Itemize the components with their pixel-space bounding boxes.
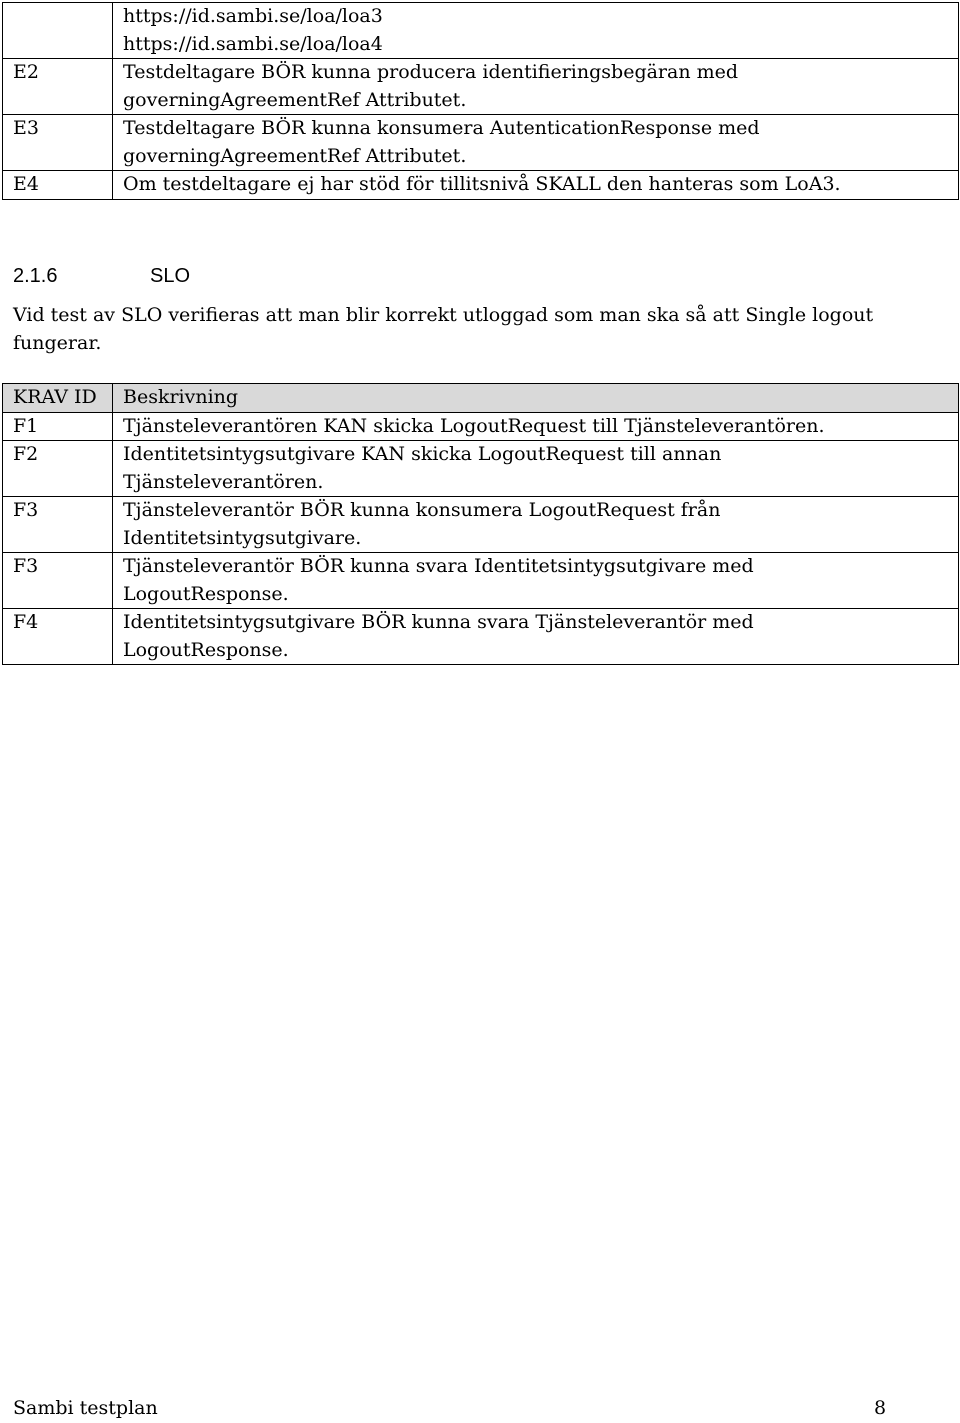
- requirement-description: [113, 171, 959, 200]
- table-row: [3, 441, 959, 497]
- description-line: Om testdeltagare ej har stöd för tillitsnivå SKALL den hanteras som LoA3.: [123, 173, 841, 195]
- requirement-description: [113, 497, 959, 553]
- table-row: [3, 412, 959, 441]
- table-row: [3, 59, 959, 115]
- description-line: Testdeltagare BÖR kunna producera identifieringsbegäran med: [123, 61, 739, 83]
- requirement-id: F3: [3, 497, 113, 553]
- description-line: Testdeltagare BÖR kunna konsumera AutenticationResponse med: [123, 117, 760, 139]
- description-line: Tjänsteleverantör BÖR kunna konsumera LogoutRequest från: [123, 499, 721, 521]
- description-line: Identitetsintygsutgivare BÖR kunna svara Tjänsteleverantör med: [123, 611, 754, 633]
- section-intro: Vid test av SLO verifieras att man blir korrekt utloggad som man ska så att Single logout fungerar.: [13, 304, 874, 354]
- table-row: [3, 171, 959, 200]
- requirement-id: F3: [3, 553, 113, 609]
- description-line: governingAgreementRef Attributet.: [123, 144, 467, 167]
- description-line: governingAgreementRef Attributet.: [123, 88, 467, 111]
- requirement-id: F2: [3, 441, 113, 497]
- description-line: Tjänsteleverantör BÖR kunna svara Identitetsintygsutgivare med: [123, 555, 754, 577]
- table-row: [3, 497, 959, 553]
- description-line: Tjänsteleverantören.: [123, 470, 324, 493]
- description-line: Identitetsintygsutgivare.: [123, 526, 362, 549]
- requirement-id: F4: [3, 609, 113, 665]
- description-line: https://id.sambi.se/loa/loa4: [123, 32, 383, 55]
- description-line: LogoutResponse.: [123, 582, 289, 605]
- section-heading: [13, 262, 190, 290]
- description-line: LogoutResponse.: [123, 638, 289, 661]
- description-line: Identitetsintygsutgivare KAN skicka LogoutRequest till annan: [123, 443, 722, 465]
- description-line: Tjänsteleverantören KAN skicka LogoutRequest till Tjänsteleverantören.: [123, 414, 825, 437]
- requirement-description: [113, 553, 959, 609]
- requirement-description: [113, 115, 959, 171]
- requirement-id: E3: [3, 115, 113, 171]
- header-krav-id: KRAV ID: [3, 384, 113, 413]
- footer-document-title: Sambi testplan: [13, 1397, 158, 1419]
- table-row: [3, 3, 959, 59]
- section-number: 2.1.6: [13, 265, 58, 287]
- header-beskrivning: Beskrivning: [113, 384, 959, 413]
- requirement-description: [113, 441, 959, 497]
- table-row: [3, 115, 959, 171]
- footer-page-number: 8: [874, 1397, 887, 1419]
- table-header-row: [3, 384, 959, 413]
- requirements-table-f: [2, 383, 959, 665]
- requirement-description: [113, 59, 959, 115]
- requirements-table-e: [2, 2, 959, 200]
- requirement-description: [113, 609, 959, 665]
- requirement-description: [113, 3, 959, 59]
- table-row: [3, 553, 959, 609]
- requirement-id: F1: [3, 412, 113, 441]
- section-title: SLO: [150, 265, 191, 287]
- requirement-id: E2: [3, 59, 113, 115]
- requirement-id: [3, 3, 113, 59]
- table-row: [3, 609, 959, 665]
- requirement-description: [113, 412, 959, 441]
- requirement-id: E4: [3, 171, 113, 200]
- description-line: https://id.sambi.se/loa/loa3: [123, 5, 383, 27]
